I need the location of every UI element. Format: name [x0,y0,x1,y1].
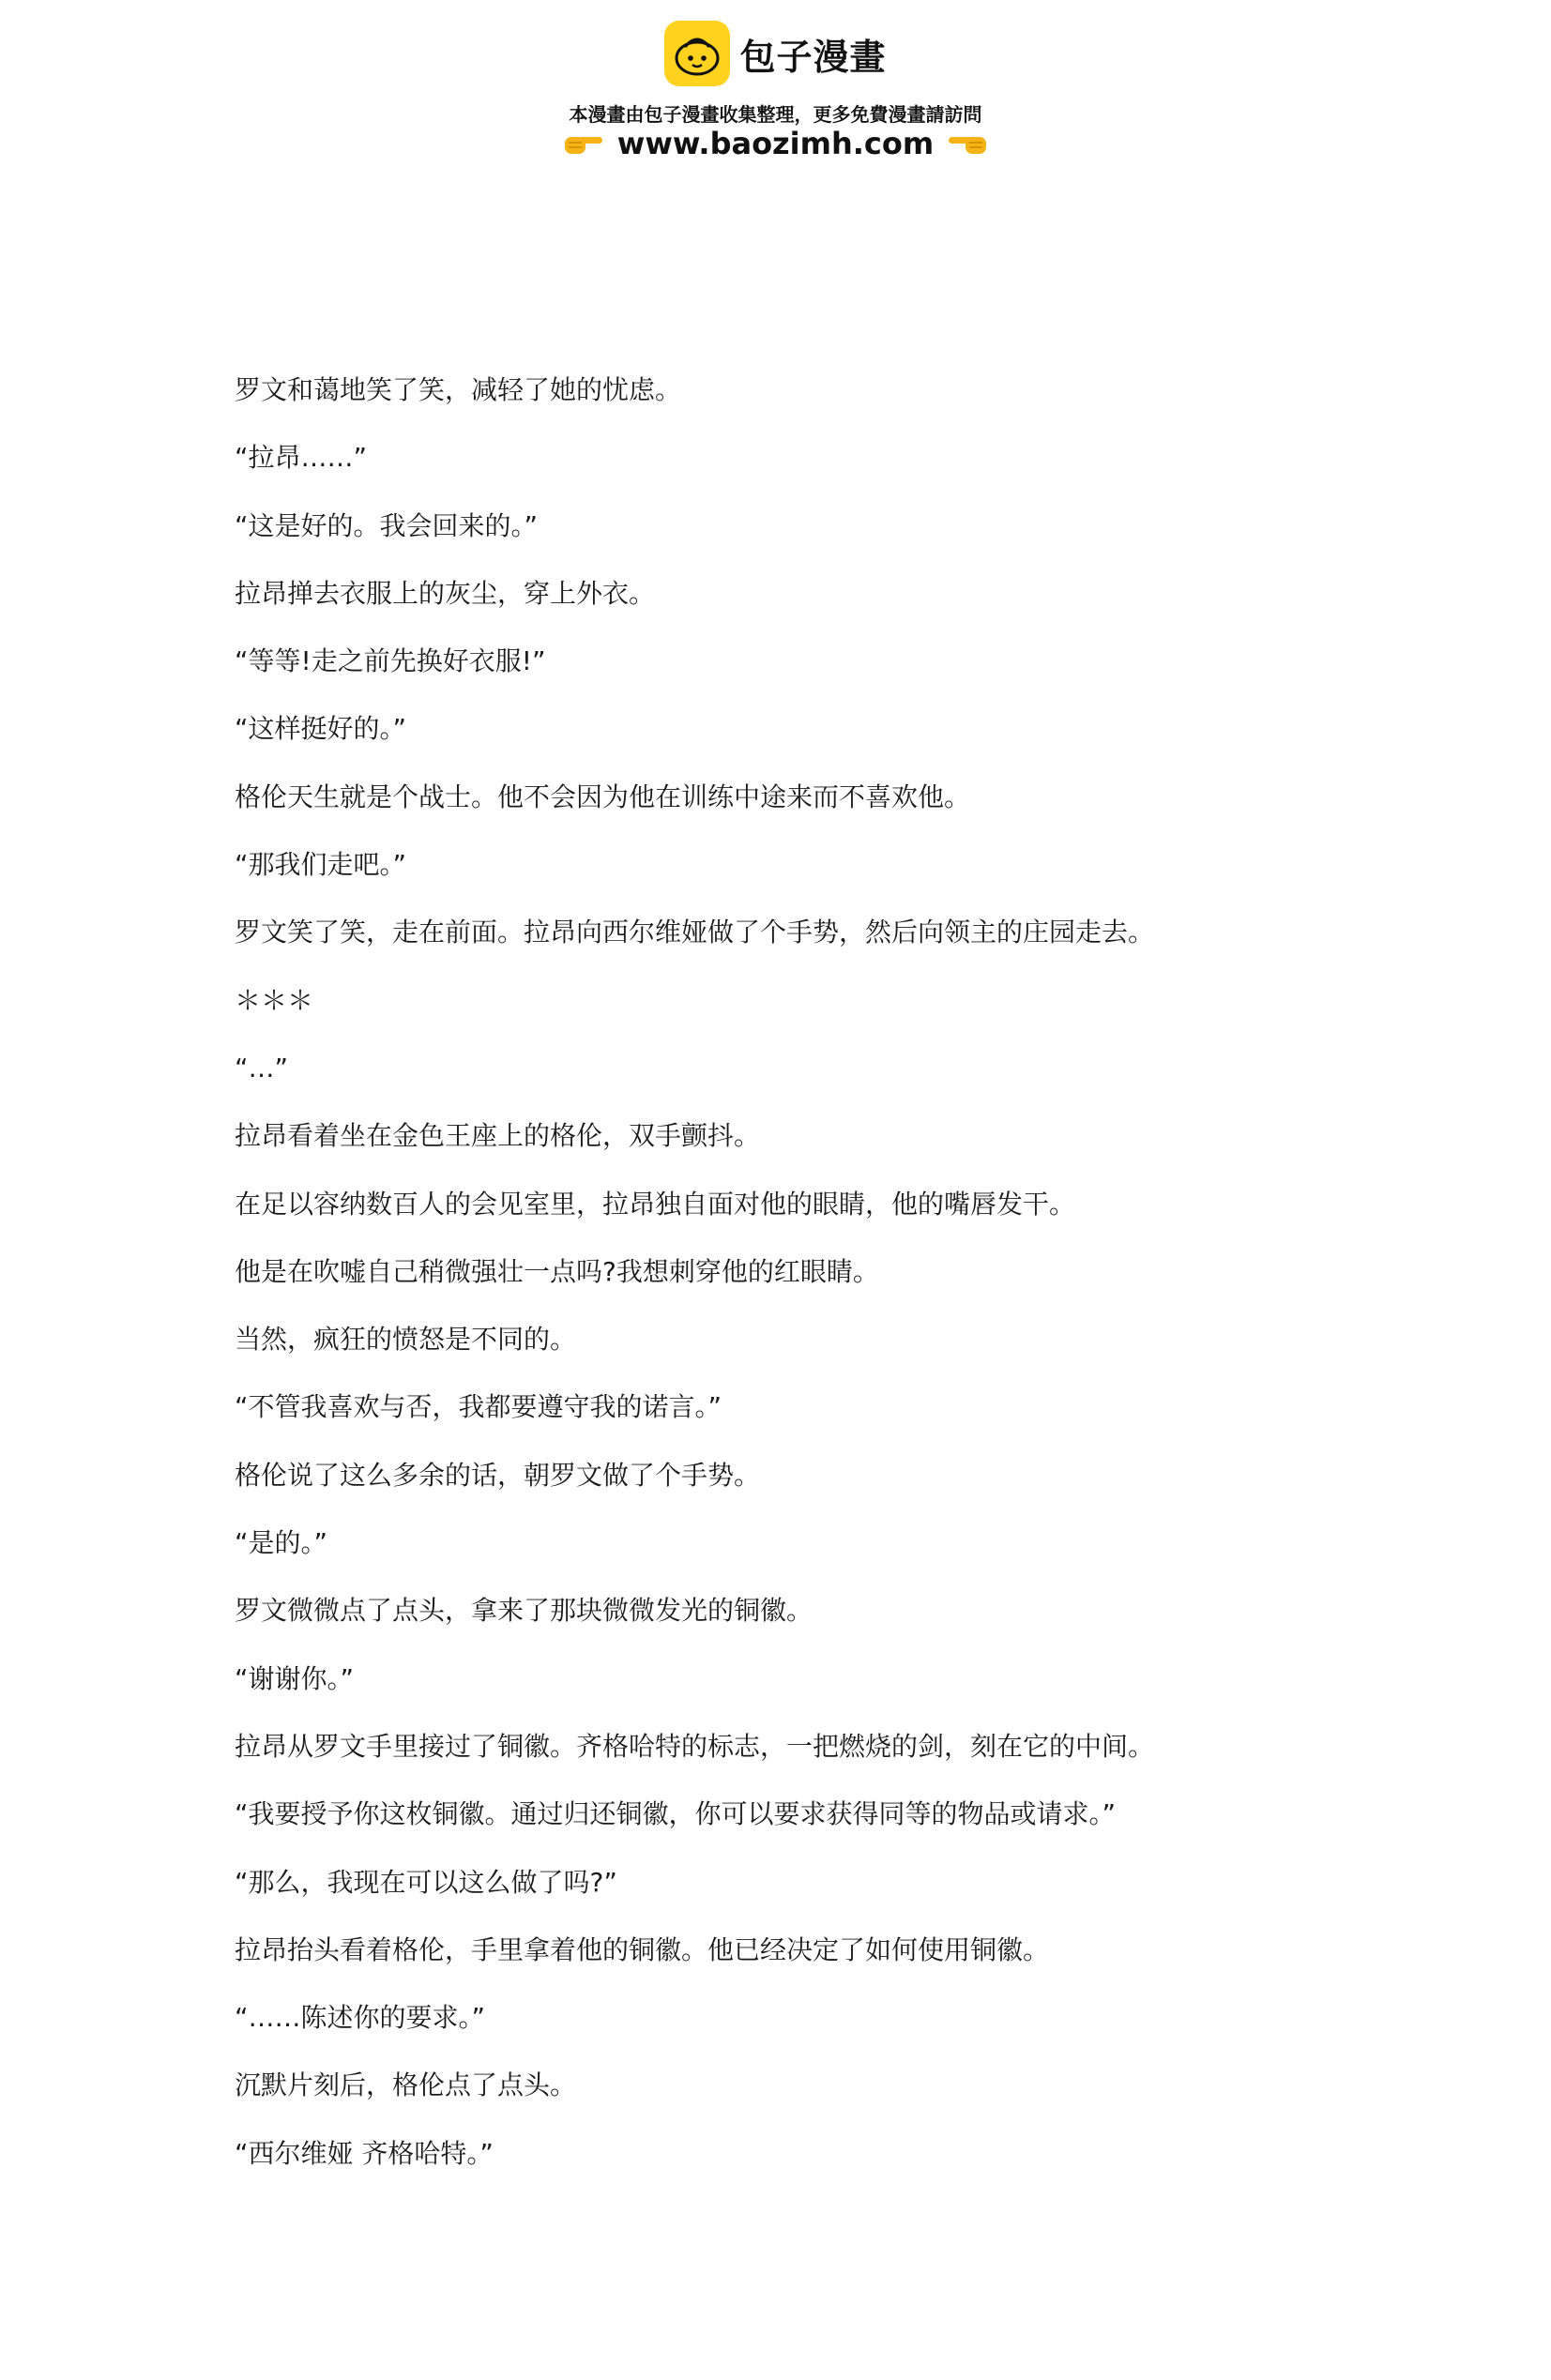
paragraph: “那么，我现在可以这么做了吗?” [235,1866,617,1898]
paragraph: “等等!走之前先换好衣服!” [235,645,546,677]
logo[interactable] [0,21,1551,86]
paragraph: “…” [235,1052,289,1084]
logo-text: 包子漫畫 [739,36,887,78]
paragraph: 拉昂抬头看着格伦，手里拿着他的铜徽。他已经决定了如何使用铜徽。 [235,1933,1050,1965]
paragraph: “谢谢你。” [235,1662,355,1694]
paragraph: “我要授予你这枚铜徽。通过归还铜徽，你可以要求获得同等的物品或请求。” [235,1798,1117,1830]
paragraph: 沉默片刻后，格伦点了点头。 [235,2069,577,2101]
paragraph: “这是好的。我会回来的。” [235,509,539,541]
pointing-right-hand-icon [563,129,604,158]
paragraph: 拉昂看着坐在金色王座上的格伦，双手颤抖。 [235,1120,761,1152]
paragraph: “……陈述你的要求。” [235,2002,486,2034]
story-text [235,373,1314,2205]
paragraph: 拉昂掸去衣服上的灰尘，穿上外衣。 [235,577,656,609]
site-url-row [0,126,1551,161]
site-tagline: 本漫畫由包子漫畫收集整理，更多免費漫畫請訪問 [569,103,982,126]
paragraph: 当然，疯狂的愤怒是不同的。 [235,1324,577,1356]
paragraph: 拉昂从罗文手里接过了铜徽。齐格哈特的标志，一把燃烧的剑，刻在它的中间。 [235,1730,1155,1762]
paragraph: 他是在吹嘘自己稍微强壮一点吗?我想刺穿他的红眼睛。 [235,1255,879,1287]
paragraph: 格伦说了这么多余的话，朝罗文做了个手势。 [235,1459,761,1491]
paragraph: 在足以容纳数百人的会见室里，拉昂独自面对他的眼睛，他的嘴唇发干。 [235,1188,1076,1220]
paragraph: 罗文微微点了点头，拿来了那块微微发光的铜徽。 [235,1595,814,1627]
site-url-link[interactable]: www.baozimh.com [616,126,935,161]
paragraph: “西尔维娅 齐格哈特。” [235,2137,494,2169]
paragraph: “那我们走吧。” [235,849,407,881]
paragraph: “拉昂……” [235,442,368,474]
paragraph: “不管我喜欢与否，我都要遵守我的诺言。” [235,1391,722,1423]
pointing-left-hand-icon [947,129,988,158]
paragraph: 罗文笑了笑，走在前面。拉昂向西尔维娅做了个手势，然后向领主的庄园走去。 [235,917,1155,948]
bun-face-icon [664,21,730,86]
paragraph: “这样挺好的。” [235,713,407,745]
paragraph: “是的。” [235,1527,328,1559]
site-header [0,0,1551,178]
scene-break: ＊＊＊ [235,984,314,1016]
paragraph: 罗文和蔼地笑了笑，减轻了她的忧虑。 [235,374,682,405]
paragraph: 格伦天生就是个战士。他不会因为他在训练中途来而不喜欢他。 [235,781,971,812]
